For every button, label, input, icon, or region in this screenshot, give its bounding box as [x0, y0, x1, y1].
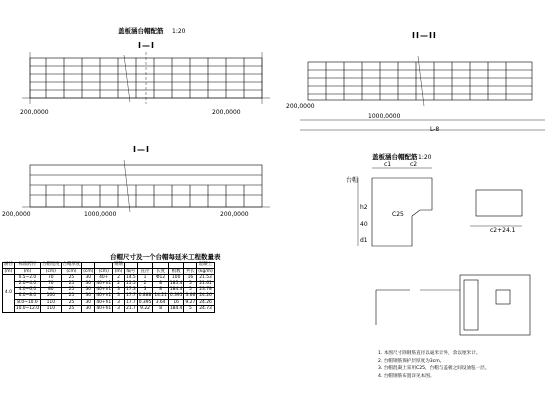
group-height-cell: 4.0 [3, 275, 15, 312]
m-cell: 2 [113, 275, 125, 281]
rebar-len-cell: 100 [168, 275, 184, 281]
c1-cell: 80 [41, 287, 62, 293]
t-cell: 25 [61, 281, 82, 287]
rebar-len-cell: 184.4 [169, 305, 183, 311]
rebar-weight-cell: 0.395 [169, 293, 183, 299]
plan-dim-right: 200,0000 [220, 211, 249, 218]
t-cell: 25 [61, 306, 82, 312]
span-cell: 0.5~2.0 [14, 275, 40, 281]
t-cell: 25 [61, 300, 82, 306]
plan-view-title: I—I [133, 145, 150, 154]
header-cell: 混凝土 [197, 263, 215, 269]
rebar-total-cell: 3.64 [153, 300, 169, 306]
c2-cell: 30 [82, 275, 95, 281]
c2-cell: 30 [82, 287, 95, 293]
rebar-total-cell: 14.21 [154, 293, 167, 299]
front-view-scale: 1:20 [172, 28, 186, 35]
plan-dim-left: 200,0000 [2, 211, 31, 218]
conc-cell: 21.61 [197, 281, 215, 287]
section-dim-c2: c2 [410, 161, 418, 168]
side-length-label: L-8 [430, 126, 440, 133]
t-cell: 25 [61, 275, 82, 281]
conc-cell: 24.26 [197, 293, 215, 299]
front-view-cut: I—I [138, 41, 155, 50]
unit-cell: 共长 [185, 268, 195, 274]
rebar-total-cell: 16 [168, 300, 184, 306]
len-cell: 17.7 [125, 293, 136, 299]
rebar-total-cell: 3.66 [185, 293, 196, 299]
header-cell: 涵径 [4, 262, 13, 268]
section-tag: 台帽 [346, 177, 359, 184]
unit-cell: (kg/m) [198, 268, 213, 274]
h2-cell: 40+h1 [96, 280, 112, 286]
rebar-no-cell: 3 [137, 287, 153, 293]
len-cell: 17.7 [125, 299, 136, 305]
rebar-count-cell: 5 [184, 306, 197, 312]
quantity-table [2, 262, 215, 313]
m-cell: 3 [113, 293, 125, 299]
front-view-title: 盖板涵台帽配筋 [118, 27, 164, 35]
unit-cell: 编号 [126, 268, 136, 274]
unit-cell: 根数 [168, 269, 184, 275]
section-dim-40: 40 [360, 221, 368, 228]
unit-cell: (m) [14, 269, 40, 275]
header-cell: 台帽厚度 [62, 262, 81, 268]
unit-cell: 长度 [153, 269, 169, 275]
front-dim-right: 200,0000 [212, 109, 241, 116]
section-scale: 1:20 [418, 154, 432, 161]
span-cell: 2.0~4.0 [14, 281, 40, 287]
unit-cell: (m) [113, 269, 125, 275]
rebar-dia-cell: 8 [153, 306, 169, 312]
rebar-total-cell: 9.27 [185, 299, 196, 305]
rebar-len-cell: 185.4 [169, 280, 183, 286]
unit-cell: 直径 [137, 269, 153, 275]
rebar-no-cell: 2 [137, 281, 153, 287]
c1-cell: 100 [41, 293, 62, 299]
section-dim-d1: d1 [360, 237, 368, 244]
plan-view [22, 160, 270, 212]
h2-cell: 40+h1 [96, 299, 112, 305]
front-dim-left: 200,0000 [20, 109, 49, 116]
table-row [3, 306, 215, 312]
h2-cell: 40+h1 [96, 305, 112, 311]
m-cell: 3 [113, 300, 125, 306]
section-title: 盖板涵台帽配筋 [372, 153, 418, 161]
t-cell: 25 [61, 293, 82, 299]
c1-cell: 70 [41, 275, 62, 281]
note-item: 3. 台帽混凝土采用C25，台帽与盖板之间设油毡一层。 [378, 366, 490, 372]
note-item: 2. 台帽钢筋保护层厚度为3cm。 [378, 358, 445, 364]
len-cell: 17.3 [125, 287, 136, 293]
unit-cell: (cm) [61, 269, 82, 275]
plan-dim-mid: 1000,0000 [84, 211, 117, 218]
rebar-dia-cell: 8 [153, 281, 169, 287]
side-elevation [300, 56, 545, 130]
note-item: 4. 台帽钢筋布置详见本图。 [378, 373, 435, 379]
unit-cell: (cm) [41, 269, 62, 275]
rebar-dia-cell: 8 [153, 287, 169, 293]
side-view-title: II—II [412, 31, 437, 40]
section-dim-h2: h2 [360, 204, 368, 211]
front-elevation [22, 52, 270, 104]
span-cell: 4.0~6.0 [14, 287, 40, 293]
h2-cell: 40+h1 [96, 293, 112, 299]
c1-cell: 70 [41, 281, 62, 287]
span-cell: 10.0~12.0 [15, 305, 40, 311]
section-dim-c2-24: c2+24.1 [490, 227, 516, 234]
rebar-no-cell: 1 [137, 275, 153, 281]
side-dim-1: 1000,0000 [368, 113, 401, 120]
header-cell: 台帽宽度 [42, 262, 60, 268]
rebar-count-cell: 16 [184, 275, 197, 281]
c2-cell: 30 [82, 306, 95, 312]
table-title: 台帽尺寸及一个台帽每延米工程数量表 [110, 253, 221, 261]
rebar-len-cell: 184.4 [169, 287, 183, 293]
note-item: 1. 本图尺寸除钢筋直径以毫米计外，余以厘米计。 [378, 351, 481, 356]
len-cell: 15.5 [125, 280, 136, 286]
h2-cell: 40+h1 [96, 287, 112, 293]
rebar-total-cell: 9.22 [137, 306, 153, 312]
header-cell: 钢筋 [114, 262, 123, 268]
rebar-weight-cell: 0.395 [138, 299, 152, 305]
header-cell: 标准跨径 [14, 263, 40, 269]
cap-section [358, 168, 522, 246]
rebar-count-cell: 5 [184, 287, 197, 293]
m-cell: 3 [113, 306, 125, 312]
c2-cell: 30 [82, 300, 95, 306]
section-dim-c1: c1 [384, 161, 392, 168]
c2-cell: 30 [82, 293, 95, 299]
len-cell: 21.7 [125, 305, 136, 311]
conc-cell: 21.53 [197, 275, 215, 281]
conc-cell: 24.26 [197, 300, 215, 306]
span-cell: 8.0~10.0 [14, 300, 40, 306]
len-cell: 14.5 [125, 274, 136, 280]
unit-cell: (cm) [83, 268, 94, 274]
conc-cell: 24.73 [197, 306, 215, 312]
m-cell: 2 [113, 281, 125, 287]
m-cell: 3 [113, 287, 125, 293]
span-cell: 6.0~8.0 [14, 293, 40, 299]
section-concrete: C25 [392, 211, 404, 218]
c1-cell: 110 [41, 306, 62, 312]
c2-cell: 30 [82, 281, 95, 287]
rebar-weight-cell: 0.888 [138, 293, 152, 299]
rebar-count-cell: 5 [184, 281, 197, 287]
unit-cell: (cm) [95, 269, 113, 275]
c1-cell: 110 [41, 300, 62, 306]
rebar-dia-cell: Φ12 [153, 275, 169, 281]
side-dim-2: 200,0000 [286, 103, 315, 110]
unit-cell: (m) [3, 269, 15, 275]
t-cell: 25 [61, 287, 82, 293]
notes-block [378, 350, 489, 380]
h2-cell: 40+ [95, 275, 113, 281]
conc-cell: 23.78 [197, 287, 215, 293]
detail-sketch [376, 275, 530, 335]
